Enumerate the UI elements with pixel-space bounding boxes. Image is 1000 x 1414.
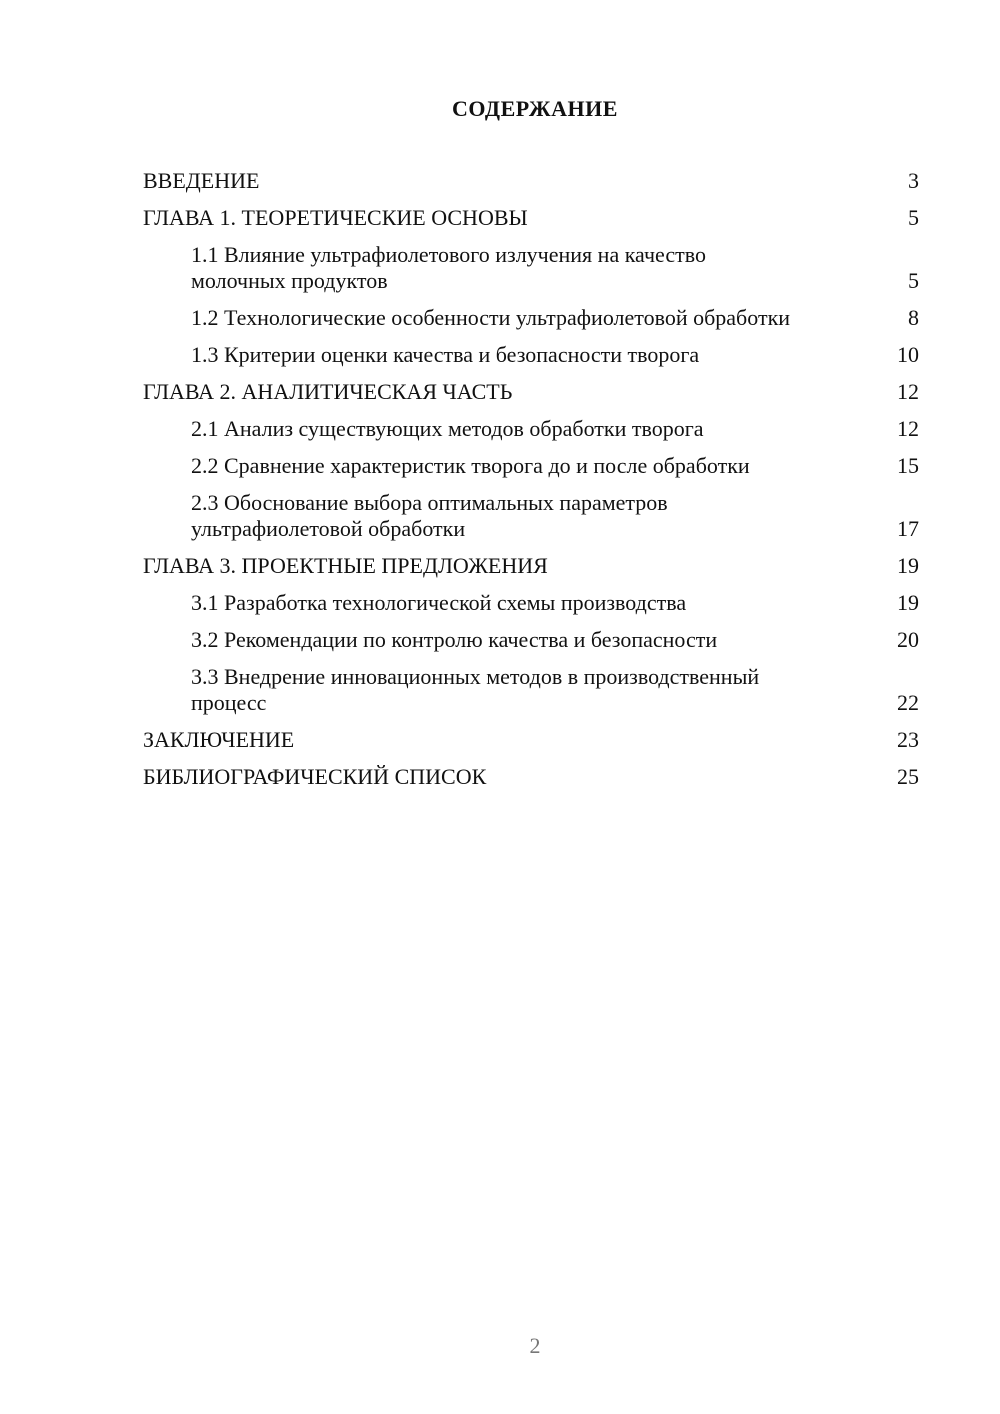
toc-entry-page: 8 xyxy=(908,305,919,330)
page-number: 2 xyxy=(529,1333,541,1358)
toc-entry-introduction[interactable] xyxy=(143,168,919,194)
toc-entry-section-1-1[interactable] xyxy=(143,242,919,294)
table-of-contents xyxy=(143,168,919,801)
toc-entry-label: 2.3 Обоснование выбора оптимальных параметров ультрафиолетовой обработки xyxy=(191,490,668,541)
toc-entry-label: ЗАКЛЮЧЕНИЕ xyxy=(143,727,295,752)
toc-entry-section-3-1[interactable] xyxy=(143,590,919,616)
toc-entry-label: ВВЕДЕНИЕ xyxy=(143,168,260,193)
toc-entry-page: 15 xyxy=(897,453,919,478)
toc-entry-page: 12 xyxy=(897,416,919,441)
toc-entry-section-1-3[interactable] xyxy=(143,342,919,368)
toc-entry-page: 3 xyxy=(908,168,919,193)
toc-entry-page: 10 xyxy=(897,342,919,367)
toc-entry-label: 3.2 Рекомендации по контролю качества и безопасности xyxy=(191,627,718,652)
toc-entry-label: 1.1 Влияние ультрафиолетового излучения на качество молочных продуктов xyxy=(191,242,706,293)
toc-entry-chapter-1[interactable] xyxy=(143,205,919,231)
toc-entry-section-2-2[interactable] xyxy=(143,453,919,479)
toc-entry-page: 5 xyxy=(908,205,919,230)
toc-entry-page: 20 xyxy=(897,627,919,652)
toc-entry-bibliography[interactable] xyxy=(143,764,919,790)
toc-entry-section-3-3[interactable] xyxy=(143,664,919,716)
toc-entry-chapter-3[interactable] xyxy=(143,553,919,579)
toc-entry-label: ГЛАВА 3. ПРОЕКТНЫЕ ПРЕДЛОЖЕНИЯ xyxy=(143,553,548,578)
toc-entry-label: 3.3 Внедрение инновационных методов в производственный процесс xyxy=(191,664,760,715)
toc-entry-page: 17 xyxy=(897,516,919,541)
toc-entry-section-3-2[interactable] xyxy=(143,627,919,653)
toc-entry-label: БИБЛИОГРАФИЧЕСКИЙ СПИСОК xyxy=(143,764,487,789)
toc-entry-page: 25 xyxy=(897,764,919,789)
toc-entry-section-2-1[interactable] xyxy=(143,416,919,442)
toc-entry-page: 19 xyxy=(897,590,919,615)
toc-entry-section-1-2[interactable] xyxy=(143,305,919,331)
toc-entry-chapter-2[interactable] xyxy=(143,379,919,405)
toc-entry-label: 2.1 Анализ существующих методов обработки творога xyxy=(191,416,704,441)
toc-entry-page: 12 xyxy=(897,379,919,404)
page-title: СОДЕРЖАНИЕ xyxy=(452,96,618,121)
toc-entry-page: 5 xyxy=(908,268,919,293)
toc-entry-page: 22 xyxy=(897,690,919,715)
toc-entry-page: 23 xyxy=(897,727,919,752)
toc-entry-label: 2.2 Сравнение характеристик творога до и после обработки xyxy=(191,453,750,478)
toc-entry-page: 19 xyxy=(897,553,919,578)
toc-entry-label: 1.3 Критерии оценки качества и безопасности творога xyxy=(191,342,700,367)
toc-entry-label: ГЛАВА 1. ТЕОРЕТИЧЕСКИЕ ОСНОВЫ xyxy=(143,205,528,230)
toc-entry-conclusion[interactable] xyxy=(143,727,919,753)
toc-entry-label: ГЛАВА 2. АНАЛИТИЧЕСКАЯ ЧАСТЬ xyxy=(143,379,513,404)
toc-entry-label: 1.2 Технологические особенности ультрафиолетовой обработки xyxy=(191,305,791,330)
toc-entry-section-2-3[interactable] xyxy=(143,490,919,542)
toc-entry-label: 3.1 Разработка технологической схемы производства xyxy=(191,590,687,615)
